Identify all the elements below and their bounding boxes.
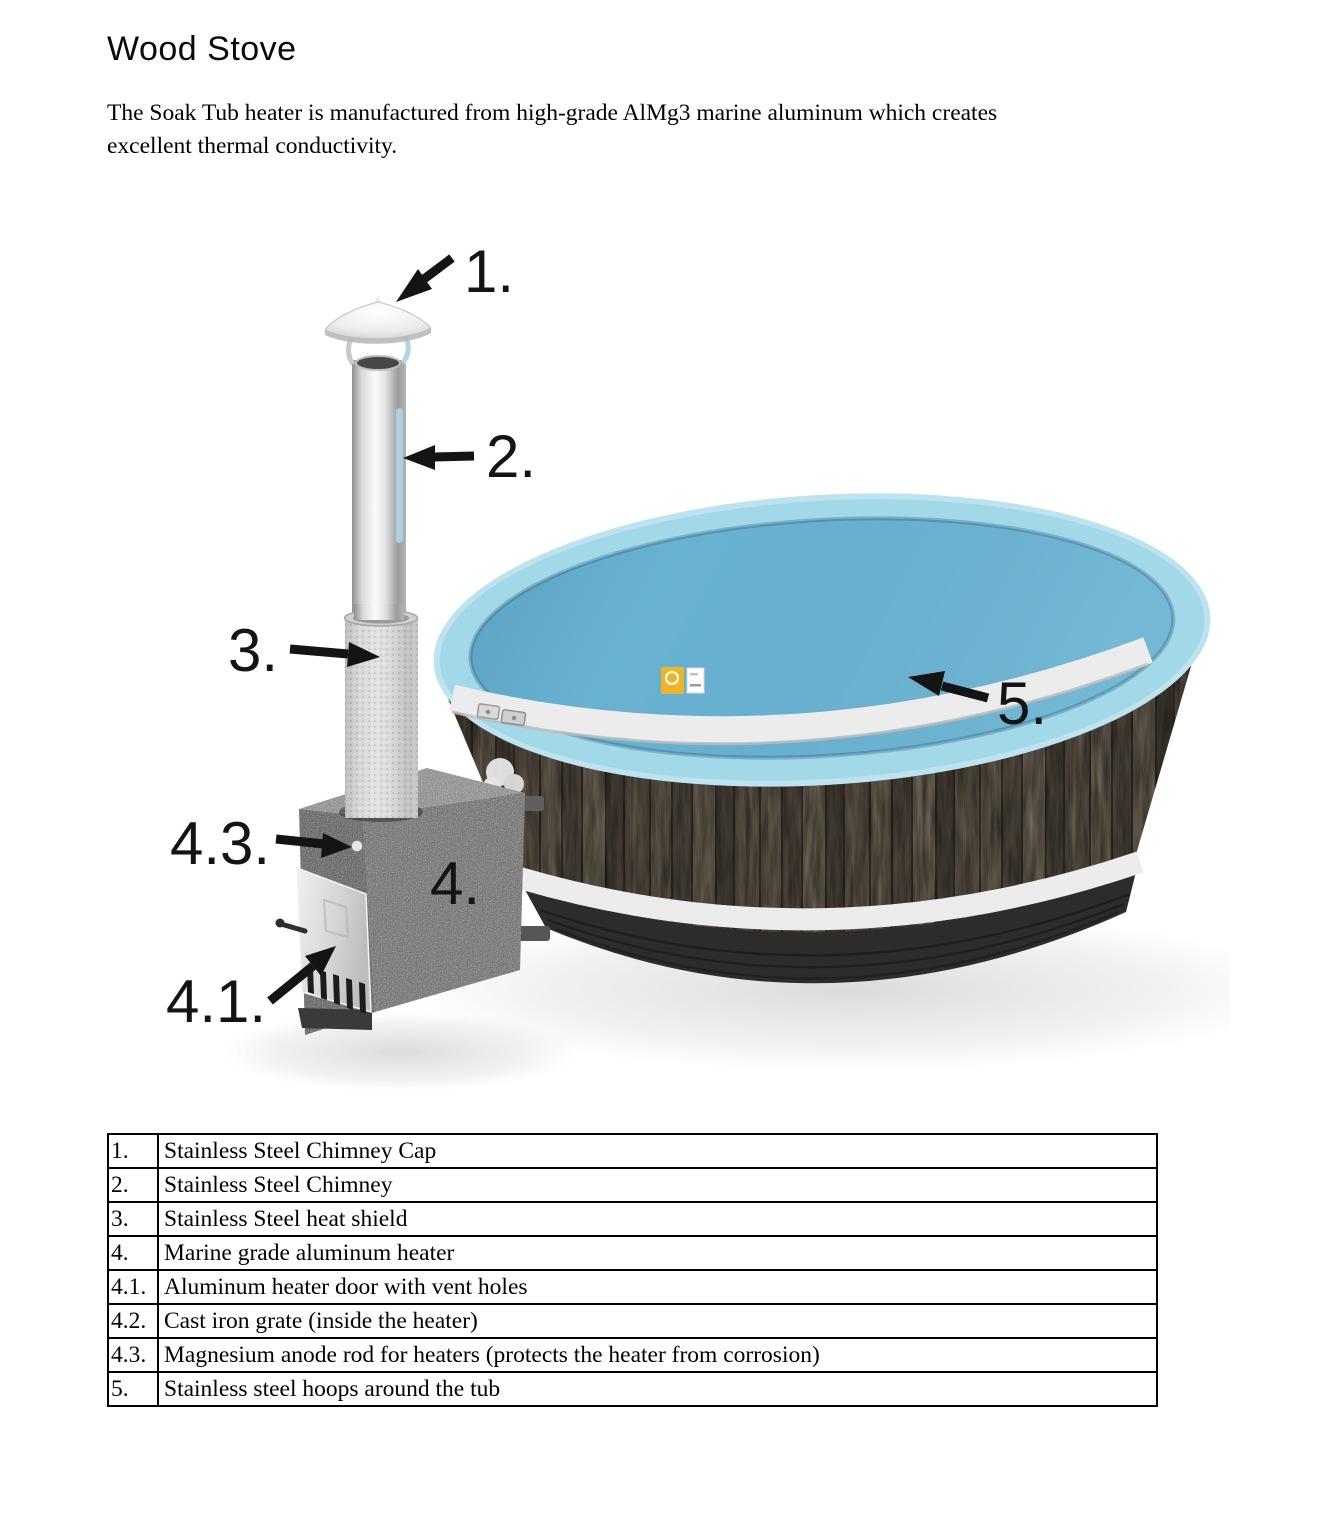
- callout-label-2: 2.: [486, 423, 537, 490]
- hot-tub-stove-illustration: [100, 200, 1230, 1100]
- parts-table-body: [108, 1134, 1157, 1406]
- chimney-blue-reflection: [396, 408, 403, 543]
- stove-tub-connector: [518, 926, 550, 941]
- callout-arrow-head: [403, 445, 435, 470]
- part-number: 3.: [108, 1202, 158, 1236]
- part-description: Stainless Steel Chimney: [158, 1168, 1157, 1202]
- part-description: Stainless Steel Chimney Cap: [158, 1134, 1157, 1168]
- intro-line-1: The Soak Tub heater is manufactured from high-grade AlMg3 marine aluminum which creates: [107, 100, 998, 126]
- product-diagram: [100, 200, 1230, 1100]
- table-row: [108, 1270, 1157, 1304]
- callout-2-chimney: [403, 423, 536, 490]
- callout-arrow-line: [290, 649, 348, 654]
- table-row: [108, 1168, 1157, 1202]
- callout-label-3: 3.: [228, 617, 279, 684]
- part-number: 5.: [108, 1372, 158, 1406]
- pipe-opening: [356, 356, 400, 370]
- part-number: 2.: [108, 1168, 158, 1202]
- hot-tub: [425, 472, 1219, 984]
- callout-label-5: 5.: [997, 670, 1048, 737]
- part-description: Aluminum heater door with vent holes: [158, 1270, 1157, 1304]
- callout-arrow-line: [420, 258, 452, 282]
- callout-arrow-line: [434, 456, 474, 457]
- chimney-pipe-through-shield: [354, 604, 404, 620]
- cap-cone: [325, 302, 431, 339]
- table-row: [108, 1134, 1157, 1168]
- part-number: 4.3.: [108, 1338, 158, 1372]
- callout-1-chimney-cap: [396, 238, 514, 305]
- part-number: 4.2.: [108, 1304, 158, 1338]
- table-row: [108, 1202, 1157, 1236]
- callout-label-4-3: 4.3.: [170, 810, 271, 877]
- part-description: Stainless steel hoops around the tub: [158, 1372, 1157, 1406]
- part-description: Stainless Steel heat shield: [158, 1202, 1157, 1236]
- callout-label-4: 4.: [430, 850, 481, 917]
- certification-label: [661, 667, 704, 694]
- intro-line-2: excellent thermal conductivity.: [107, 133, 398, 159]
- intro-paragraph: [107, 97, 1237, 163]
- callout-arrow-line: [276, 839, 324, 844]
- table-row: [108, 1338, 1157, 1372]
- part-number: 4.1.: [108, 1270, 158, 1304]
- anode-rod-plug: [351, 840, 363, 852]
- page-title: Wood Stove: [107, 30, 297, 68]
- table-row: [108, 1304, 1157, 1338]
- part-description: Magnesium anode rod for heaters (protects the heater from corrosion): [158, 1338, 1157, 1372]
- table-row: [108, 1236, 1157, 1270]
- part-description: Marine grade aluminum heater: [158, 1236, 1157, 1270]
- part-number: 1.: [108, 1134, 158, 1168]
- callout-label-4-1: 4.1.: [166, 968, 267, 1035]
- part-number: 4.: [108, 1236, 158, 1270]
- callout-4-heater: [430, 850, 480, 917]
- part-description: Cast iron grate (inside the heater): [158, 1304, 1157, 1338]
- chimney-cap: [325, 295, 431, 370]
- parts-table: [107, 1133, 1158, 1407]
- callout-label-1: 1.: [464, 238, 515, 305]
- table-row: [108, 1372, 1157, 1406]
- stove-shadow: [220, 1012, 580, 1092]
- chimney-assembly: [325, 295, 431, 818]
